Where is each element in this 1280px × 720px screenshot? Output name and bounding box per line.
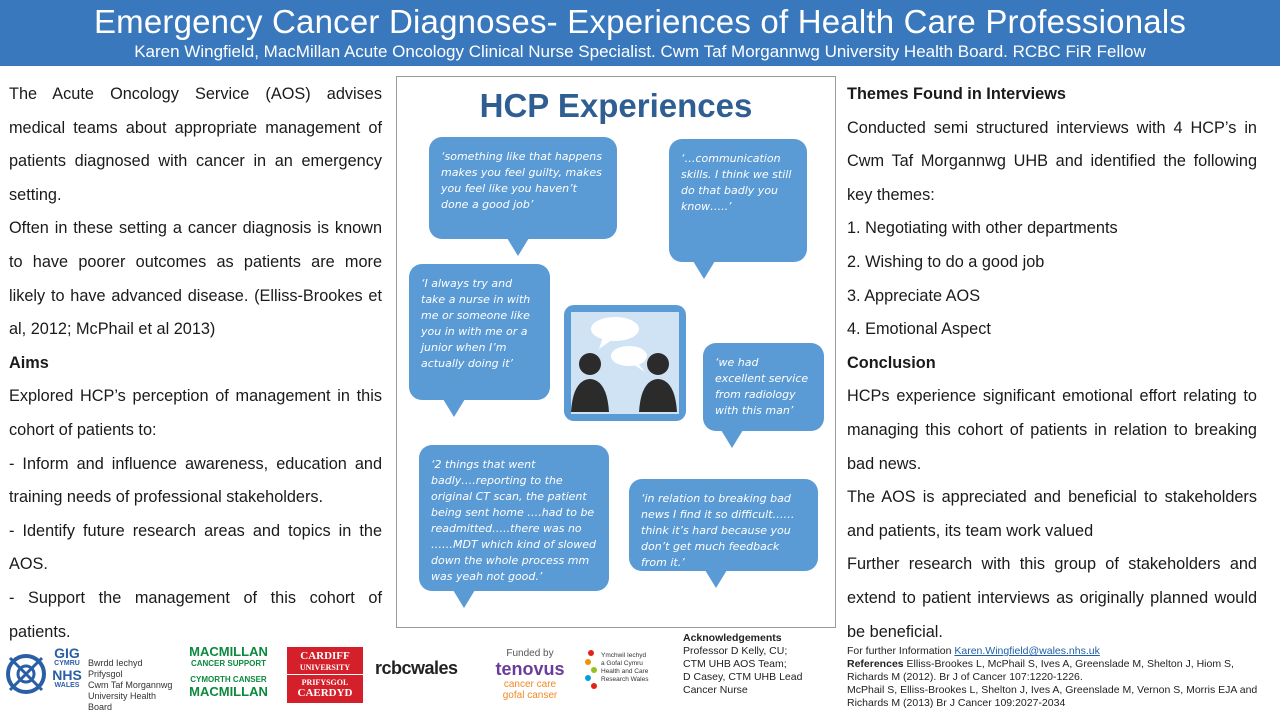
page-subtitle: Karen Wingfield, MacMillan Acute Oncology Clinical Nurse Specialist. Cwm Taf Morgannwg University Health Board. RCBC FiR Fellow — [134, 42, 1146, 61]
quote-bubble — [669, 139, 807, 262]
caerdydd-text: CAERDYD — [297, 686, 353, 699]
macmillan-text: MACMILLAN — [189, 644, 268, 659]
acknowledgement-line: D Casey, CTM UHB Lead — [683, 671, 803, 683]
quote-bubble — [429, 137, 617, 239]
hcrw-text: Ymchwil Iechyd — [601, 652, 647, 659]
further-info-label: For further Information — [847, 645, 955, 657]
quote-text: ‘we had excellent service from radiology with this man’ — [715, 356, 809, 417]
conversation-icon — [563, 304, 687, 422]
quote-text: ‘I always try and take a nurse in with me or someone like you in with me or a junior when I’m actually doing it’ — [421, 277, 531, 370]
conclusion-paragraph: The AOS is appreciated and beneficial to stakeholders and patients, its team work valued — [847, 488, 1257, 540]
acknowledgement-line: Professor D Kelly, CU; — [683, 645, 788, 657]
hcrw-text: a Gofal Cymru — [601, 660, 643, 667]
right-column — [847, 78, 1257, 649]
macmillan-tagline: CANCER SUPPORT — [190, 659, 267, 668]
macmillan-tagline-welsh: CYMORTH CANSER — [190, 675, 267, 684]
nhs-wales-logo — [4, 644, 174, 712]
nhs-gig-text: GIG — [54, 645, 80, 661]
cardiff-university-logo — [287, 647, 363, 703]
rcbc-wales-logo — [375, 658, 480, 680]
aim-item: - Support the management of this cohort of patients. — [9, 588, 382, 641]
quote-text: ‘…communication skills. I think we still do that badly you know…..’ — [681, 152, 792, 213]
theme-item: 4. Emotional Aspect — [847, 320, 991, 339]
aim-item: - Identify future research areas and topics in the AOS. — [9, 521, 382, 574]
header-banner — [0, 0, 1280, 66]
conclusion-paragraph: HCPs experience significant emotional effort relating to managing this cohort of patients in relation to breaking bad news. — [847, 387, 1257, 473]
aims-heading: Aims — [9, 353, 49, 372]
themes-intro: Conducted semi structured interviews with 4 HCP’s in Cwm Taf Morgannwg UHB and identified the following key themes: — [847, 118, 1257, 204]
nhs-cymru-text: CYMRU — [54, 660, 80, 667]
background-paragraph: Often in these setting a cancer diagnosis is known to have poorer outcomes as patients are more likely to have advanced disease. (Elliss-Brookes et al, 2012; McPhail et al 2013) — [9, 219, 382, 339]
acknowledgements — [683, 632, 843, 697]
board-name-region: Cwm Taf Morgannwg — [88, 680, 173, 690]
quote-bubble — [629, 479, 818, 571]
conclusion-paragraph: Further research with this group of stakeholders and extend to patient interviews as originally planned would be beneficial. — [847, 555, 1257, 641]
conclusion-heading: Conclusion — [847, 353, 936, 372]
nhs-text: NHS — [52, 667, 82, 683]
left-column — [9, 78, 382, 649]
aims-intro: Explored HCP’s perception of management in this cohort of patients to: — [9, 387, 382, 439]
prifysgol-text: PRIFYSGOL — [301, 677, 349, 687]
cardiff-text: CARDIFF — [300, 649, 350, 662]
quote-bubble — [419, 445, 609, 591]
board-name-welsh: Bwrdd Iechyd Prifysgol — [88, 658, 143, 679]
quote-text: ‘something like that happens makes you feel guilty, makes you feel like you haven’t done a good job’ — [441, 150, 602, 211]
university-text: UNIVERSITY — [299, 662, 351, 672]
theme-item: 2. Wishing to do a good job — [847, 252, 1045, 271]
funded-by-text: Funded by — [506, 648, 554, 659]
theme-item: 1. Negotiating with other departments — [847, 219, 1118, 238]
rcbc-text: rcbcwales — [375, 658, 458, 678]
cancer-care-text: cancer care — [503, 679, 557, 690]
acknowledgement-line: Cancer Nurse — [683, 684, 748, 696]
hcrw-dots-icon — [583, 648, 599, 694]
acknowledgements-heading: Acknowledgements — [683, 632, 782, 644]
page-title: Emergency Cancer Diagnoses- Experiences of Health Care Professionals — [93, 3, 1187, 40]
hcrw-logo — [583, 648, 673, 704]
macmillan-logo — [182, 646, 275, 702]
dragon-knot-icon — [4, 646, 48, 702]
quote-text: ‘in relation to breaking bad news I find it so difficult……think it’s hard because you don’t get much feedback from it.’ — [641, 492, 795, 569]
board-name-english: University Health Board — [88, 691, 157, 712]
intro-paragraph: The Acute Oncology Service (AOS) advises medical teams about appropriate management of patients diagnosed with cancer in an emergency setting. — [9, 85, 382, 204]
hcrw-text: Health and Care — [601, 668, 649, 675]
tenovus-text: tenovus — [495, 659, 565, 679]
quote-bubble — [409, 264, 550, 400]
quote-bubble — [703, 343, 824, 431]
quote-text: ‘2 things that went badly….reporting to the original CT scan, the patient being sent home ….had to be readmitted…..there was no ……MDT which kind of slowed down the whole process mm was yeah not good.’ — [431, 458, 596, 583]
nhs-wales-text: WALES — [54, 682, 80, 689]
contact-email-link[interactable]: Karen.Wingfield@wales.nhs.uk — [954, 645, 1100, 657]
acknowledgement-line: CTM UHB AOS Team; — [683, 658, 787, 670]
macmillan-text: MACMILLAN — [189, 684, 268, 699]
references-label: References — [847, 658, 904, 670]
hcp-experiences-panel — [396, 76, 836, 628]
gofal-canser-text: gofal canser — [502, 690, 558, 701]
aim-item: - Inform and influence awareness, education and training needs of professional stakeholders. — [9, 454, 382, 507]
hcrw-text: Research Wales — [601, 676, 649, 683]
panel-title: HCP Experiences — [479, 87, 753, 124]
reference-item: McPhail S, Elliss-Brookes L, Shelton J, Ives A, Greenslade M, Vernon S, Morris EJA and Richards M (2013) Br J Cancer 109:2027-2034 — [847, 684, 1258, 709]
further-info — [847, 645, 1267, 710]
themes-heading: Themes Found in Interviews — [847, 85, 1066, 103]
tenovus-logo — [488, 648, 572, 704]
theme-item: 3. Appreciate AOS — [847, 286, 981, 305]
reference-item: Elliss-Brookes L, McPhail S, Ives A, Greenslade M, Shelton J, Hiom S, Richards M (2012). Br J of Cancer 107:1220-1226. — [847, 658, 1234, 683]
